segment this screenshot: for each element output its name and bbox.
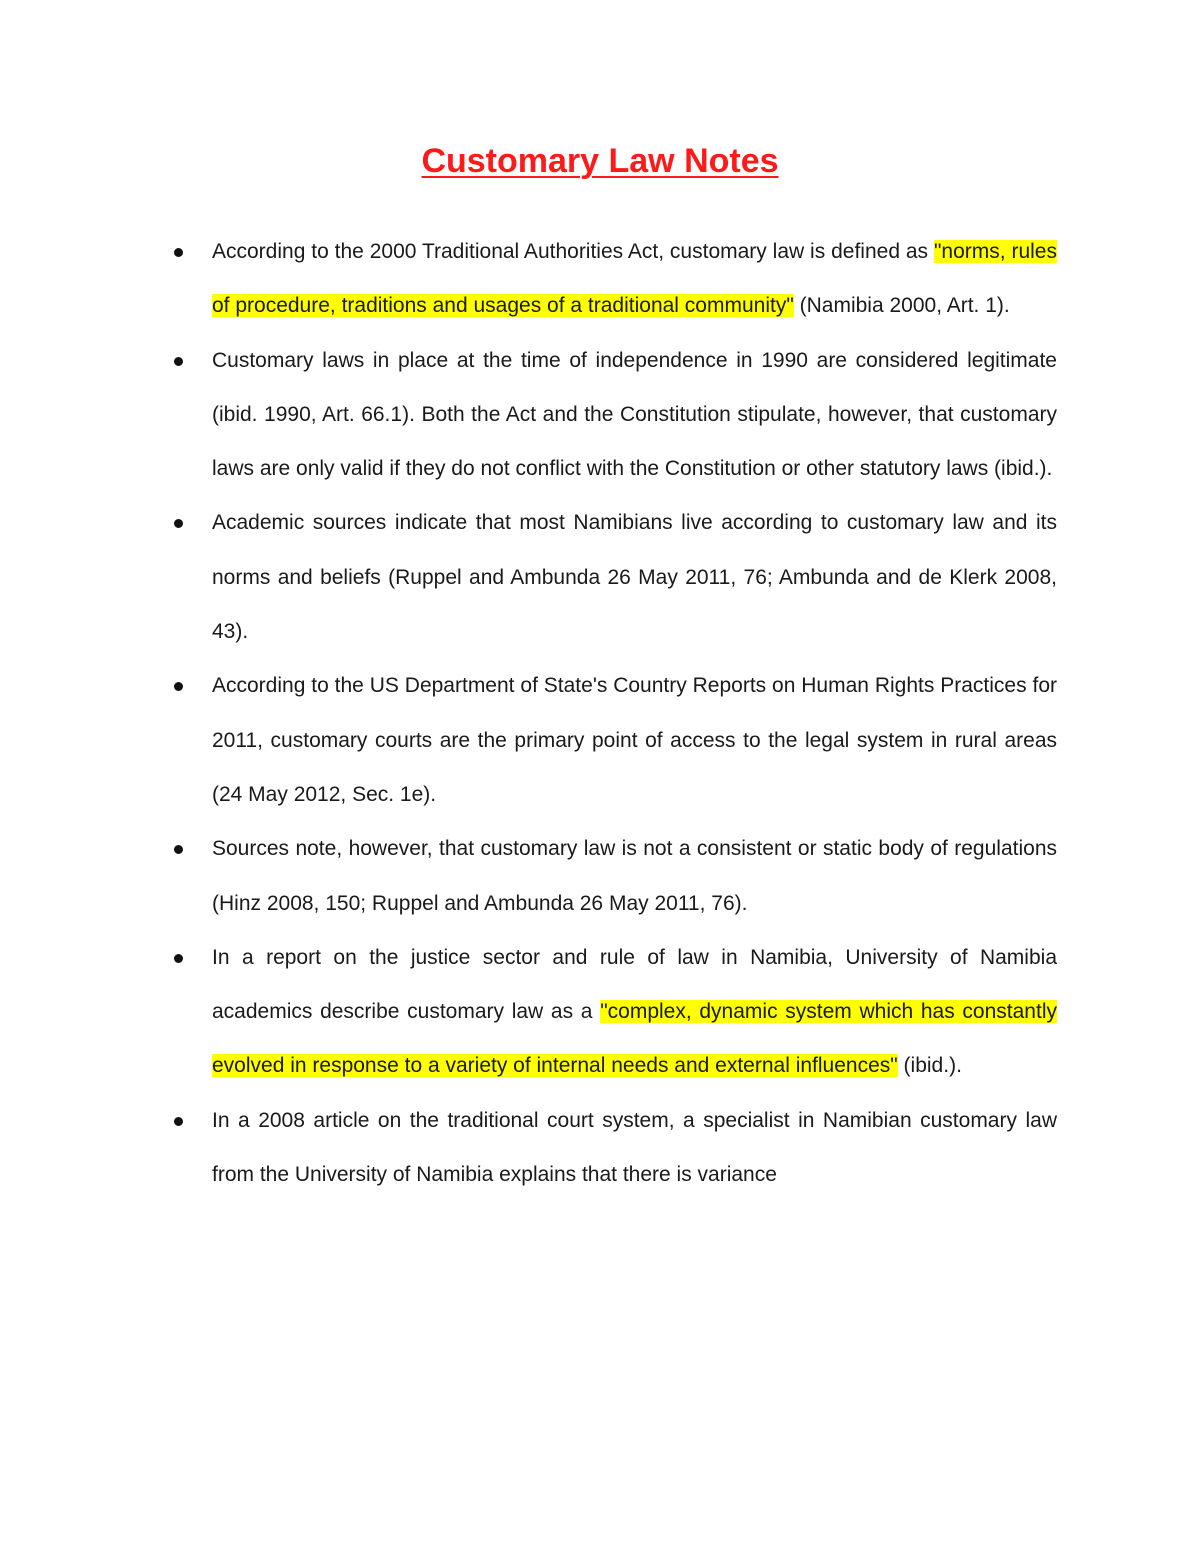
highlighted-quote: "norms, rules of procedure, traditions and usages of a traditional community": [212, 240, 1057, 318]
bullet-citation: (Namibia 2000, Art. 1).: [793, 294, 1010, 318]
bullet-icon: [174, 248, 183, 257]
bullet-icon: [174, 954, 183, 963]
bullet-icon: [174, 1117, 183, 1126]
bullet-icon: [174, 519, 183, 528]
page-title: Customary Law Notes: [421, 142, 779, 180]
bullet-icon: [174, 845, 183, 854]
bullet-icon: [174, 357, 183, 366]
list-item: [0, 931, 1057, 1094]
bullet-list: [0, 225, 1200, 1202]
list-item: [0, 822, 1057, 931]
bullet-text: In a 2008 article on the traditional court system, a specialist in Namibian customary law from the University of Namibia explains that there is variance: [212, 1108, 1057, 1187]
bullet-citation: (ibid.).: [897, 1054, 962, 1078]
bullet-text: Customary laws in place at the time of independence in 1990 are considered legitimate (ibid. 1990, Art. 66.1). Both the Act and the Constitution stipulate, however, that customary laws are only valid if they do not conflict with the Constitution or other statutory laws (ibid.).: [212, 348, 1057, 481]
bullet-text: In a report on the justice sector and rule of law in Namibia, University of Namibia academics describe customary law as a: [212, 945, 1057, 1024]
bullet-text: Academic sources indicate that most Namibians live according to customary law and its norms and beliefs (Ruppel and Ambunda 26 May 2011, 76; Ambunda and de Klerk 2008, 43).: [212, 511, 1057, 644]
highlighted-quote: "complex, dynamic system which has constantly evolved in response to a variety of internal needs and external influences": [212, 1000, 1057, 1078]
list-item: [0, 225, 1057, 334]
list-item: [0, 659, 1057, 822]
bullet-icon: [174, 682, 183, 691]
list-item: [0, 1094, 1057, 1203]
list-item: [0, 496, 1057, 659]
list-item: [0, 334, 1057, 497]
bullet-text: According to the US Department of State's Country Reports on Human Rights Practices for 2011, customary courts are the primary point of access to the legal system in rural areas (24 May 2012, Sec. 1e).: [212, 674, 1057, 806]
bullet-text: According to the 2000 Traditional Authorities Act, customary law is defined as: [212, 240, 934, 263]
bullet-text: Sources note, however, that customary law is not a consistent or static body of regulations (Hinz 2008, 150; Ruppel and Ambunda 26 May 2011, 76).: [212, 837, 1057, 915]
